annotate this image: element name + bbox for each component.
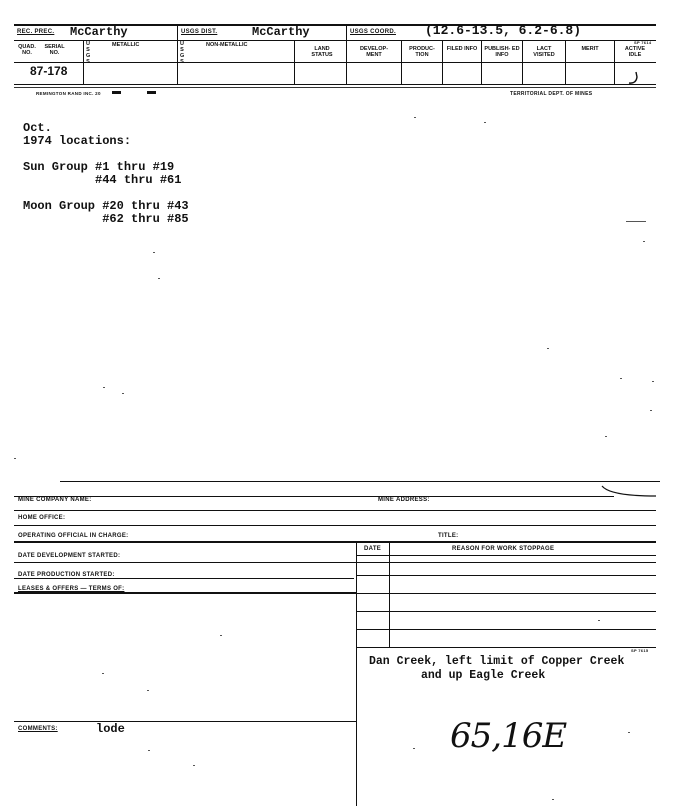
location-line-2: and up Eagle Creek bbox=[421, 669, 546, 682]
rec-prec-value: McCarthy bbox=[70, 25, 128, 39]
form-number: SP 7614 bbox=[634, 40, 652, 45]
location-line-1: Dan Creek, left limit of Copper Creek bbox=[369, 655, 625, 668]
quad-serial-label: QUAD. NO. SERIAL NO. bbox=[18, 44, 65, 56]
check-mark-icon bbox=[624, 68, 644, 86]
merit-label: MERIT bbox=[581, 46, 599, 52]
comments-value: lode bbox=[96, 722, 125, 736]
body-line: #44 thru #61 bbox=[23, 173, 182, 187]
last-visited-label: LACT VISITED bbox=[533, 46, 555, 58]
body-line: Oct. bbox=[23, 121, 52, 135]
usgs-dist-label: USGS DIST. bbox=[181, 29, 218, 35]
published-info-label: PUBLISH- ED INFO bbox=[484, 46, 520, 58]
nonmetallic-label: NON-METALLIC bbox=[206, 42, 248, 48]
body-line: Sun Group #1 thru #19 bbox=[23, 160, 175, 174]
usgs-coord-value: (12.6-13.5, 6.2-6.8) bbox=[425, 23, 582, 38]
filed-info-label: FILED INFO bbox=[446, 46, 478, 52]
usgs-letters: U S G S bbox=[86, 41, 91, 65]
mine-company-label: MINE COMPANY NAME: bbox=[18, 497, 92, 503]
handwritten-code: 65,16E bbox=[450, 716, 567, 756]
rec-prec-label: REC. PREC. bbox=[17, 29, 55, 35]
footer-right: TERRITORIAL DEPT. OF MINES bbox=[510, 91, 593, 97]
mine-address-label: MINE ADDRESS: bbox=[378, 497, 430, 503]
leases-label: LEASES & OFFERS — TERMS OF: bbox=[18, 586, 125, 592]
usgs-dist-value: McCarthy bbox=[252, 25, 310, 39]
operating-official-label: OPERATING OFFICIAL IN CHARGE: bbox=[18, 533, 129, 539]
usgs-letters-2: U S G S bbox=[180, 41, 185, 65]
stoppage-reason-label: REASON FOR WORK STOPPAGE bbox=[452, 546, 555, 552]
footer-mark-2 bbox=[147, 91, 156, 94]
body-line: Moon Group #20 thru #43 bbox=[23, 199, 189, 213]
footer-left: REMINGTON RAND INC. 20 bbox=[36, 91, 101, 96]
footer-mark bbox=[112, 91, 121, 94]
active-idle-label: ACTIVE IDLE bbox=[624, 46, 646, 58]
quad-serial-value: 87-178 bbox=[30, 64, 68, 78]
home-office-label: HOME OFFICE: bbox=[18, 515, 66, 521]
body-line: #62 thru #85 bbox=[23, 212, 189, 226]
title-label: TITLE: bbox=[438, 533, 459, 539]
development-label: DEVELOP- MENT bbox=[359, 46, 389, 58]
usgs-coord-label: USGS COORD. bbox=[350, 29, 396, 35]
body-line: 1974 locations: bbox=[23, 134, 132, 148]
land-status-label: LAND STATUS bbox=[311, 46, 333, 58]
production-label: PRODUC- TION bbox=[409, 46, 435, 58]
date-production-label: DATE PRODUCTION STARTED: bbox=[18, 572, 115, 578]
date-development-label: DATE DEVELOPMENT STARTED: bbox=[18, 553, 121, 559]
stoppage-date-label: DATE bbox=[364, 546, 382, 552]
comments-label: COMMENTS: bbox=[18, 726, 58, 732]
form-number-2: SP 7615 bbox=[631, 648, 649, 653]
metallic-label: METALLIC bbox=[112, 42, 140, 48]
